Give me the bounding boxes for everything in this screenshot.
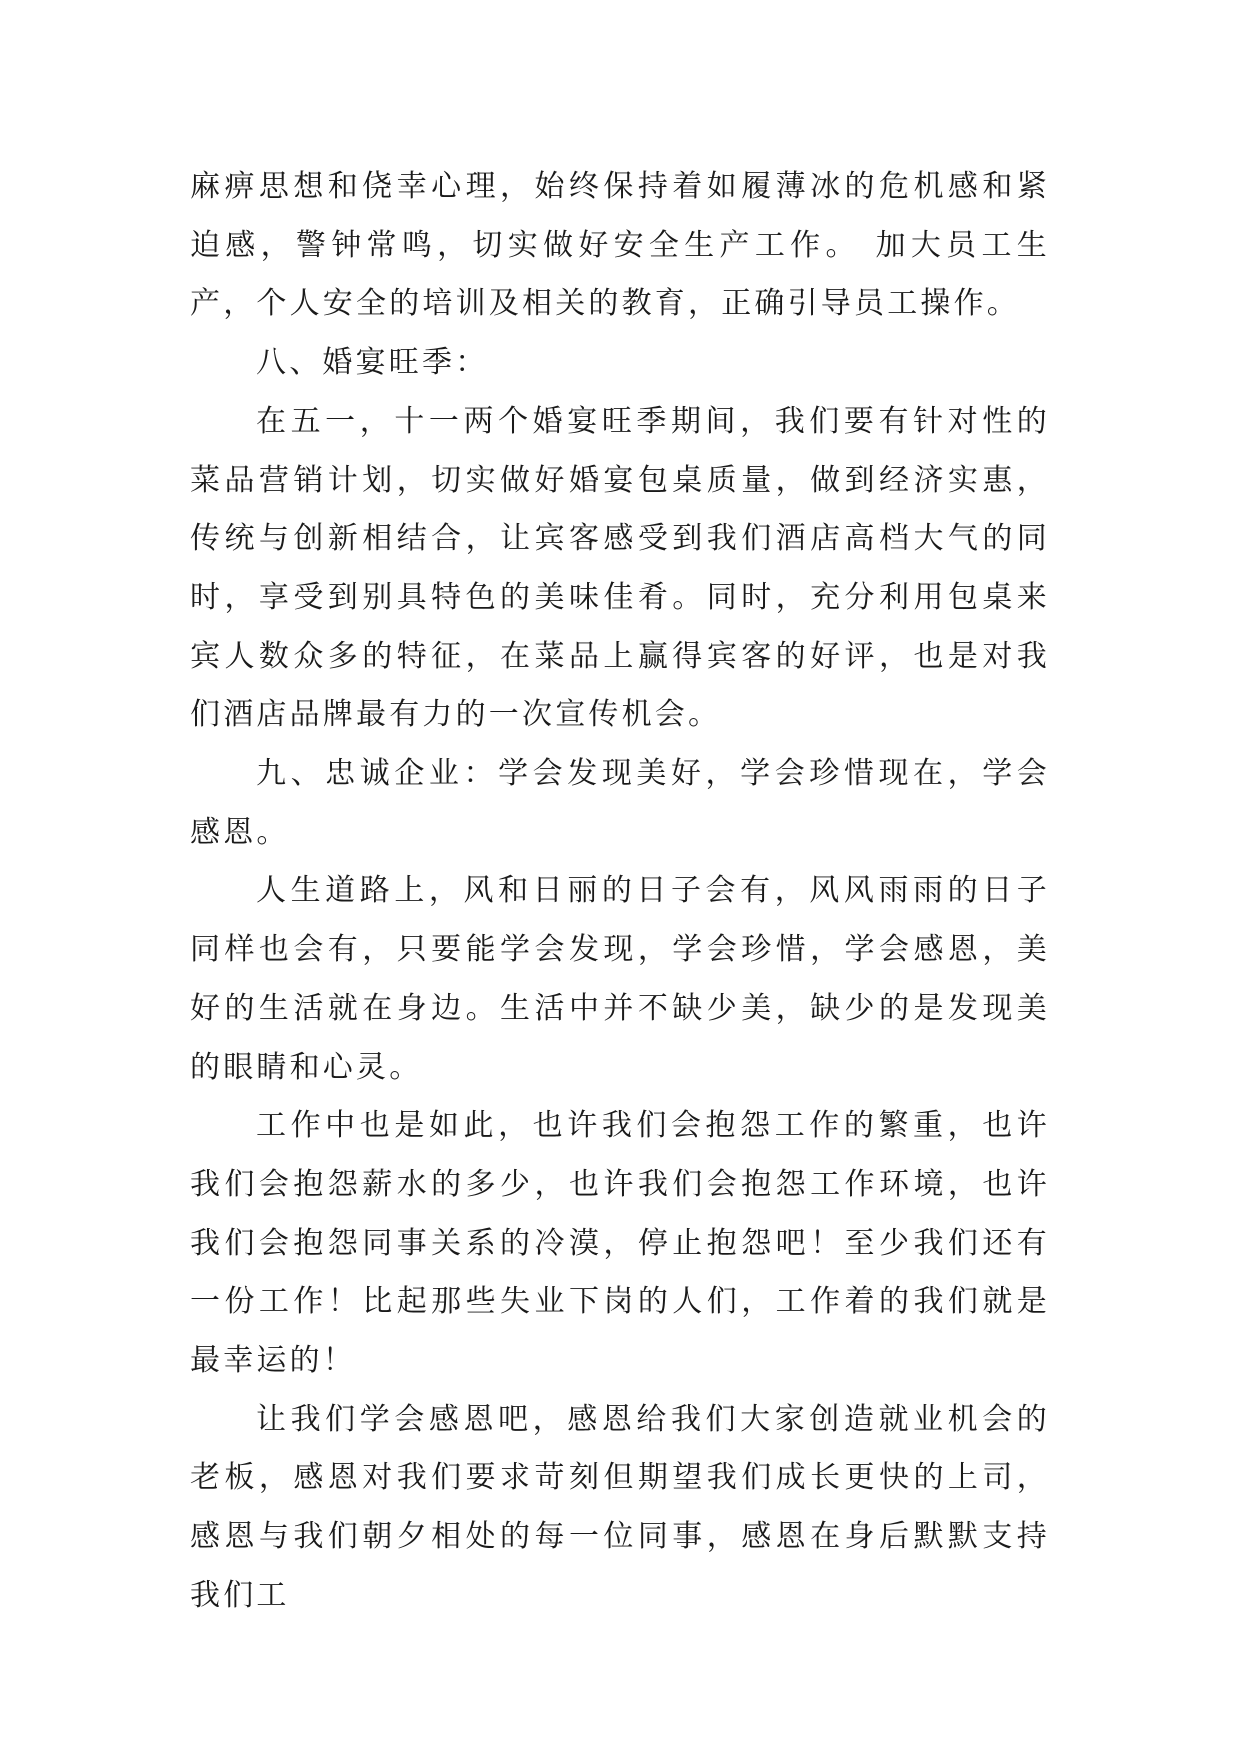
document-body <box>190 158 1050 1626</box>
paragraph-work-complaints: 工作中也是如此，也许我们会抱怨工作的繁重，也许我们会抱怨薪水的多少，也许我们会抱怨工作环境，也许我们会抱怨同事关系的冷漠，停止抱怨吧！至少我们还有一份工作！比起那些失业下岗的人们，工作着的我们就是最幸运的！ <box>190 1108 1050 1379</box>
paragraph-safety-continued: 麻痹思想和侥幸心理，始终保持着如履薄冰的危机感和紧迫感，警钟常鸣，切实做好安全生产工作。 加大员工生产，个人安全的培训及相关的教育，正确引导员工操作。 <box>190 169 1050 322</box>
paragraph-life-road: 人生道路上，风和日丽的日子会有，风风雨雨的日子同样也会有，只要能学会发现，学会珍惜，学会感恩，美好的生活就在身边。生活中并不缺少美，缺少的是发现美的眼睛和心灵。 <box>190 873 1050 1085</box>
paragraph-wedding-season: 在五一，十一两个婚宴旺季期间，我们要有针对性的菜品营销计划，切实做好婚宴包桌质量，做到经济实惠，传统与创新相结合，让宾客感受到我们酒店高档大气的同时，享受到别具特色的美味佳肴。同时，充分利用包桌来宾人数众多的特征，在菜品上赢得宾客的好评，也是对我们酒店品牌最有力的一次宣传机会。 <box>190 403 1050 733</box>
heading-wedding-season: 八、婚宴旺季： <box>256 345 489 381</box>
paragraph-gratitude: 让我们学会感恩吧，感恩给我们大家创造就业机会的老板，感恩对我们要求苛刻但期望我们成长更快的上司，感恩与我们朝夕相处的每一位同事，感恩在身后默默支持我们工 <box>190 1401 1050 1613</box>
heading-loyalty: 九、忠诚企业：学会发现美好，学会珍惜现在，学会感恩。 <box>190 756 1050 850</box>
